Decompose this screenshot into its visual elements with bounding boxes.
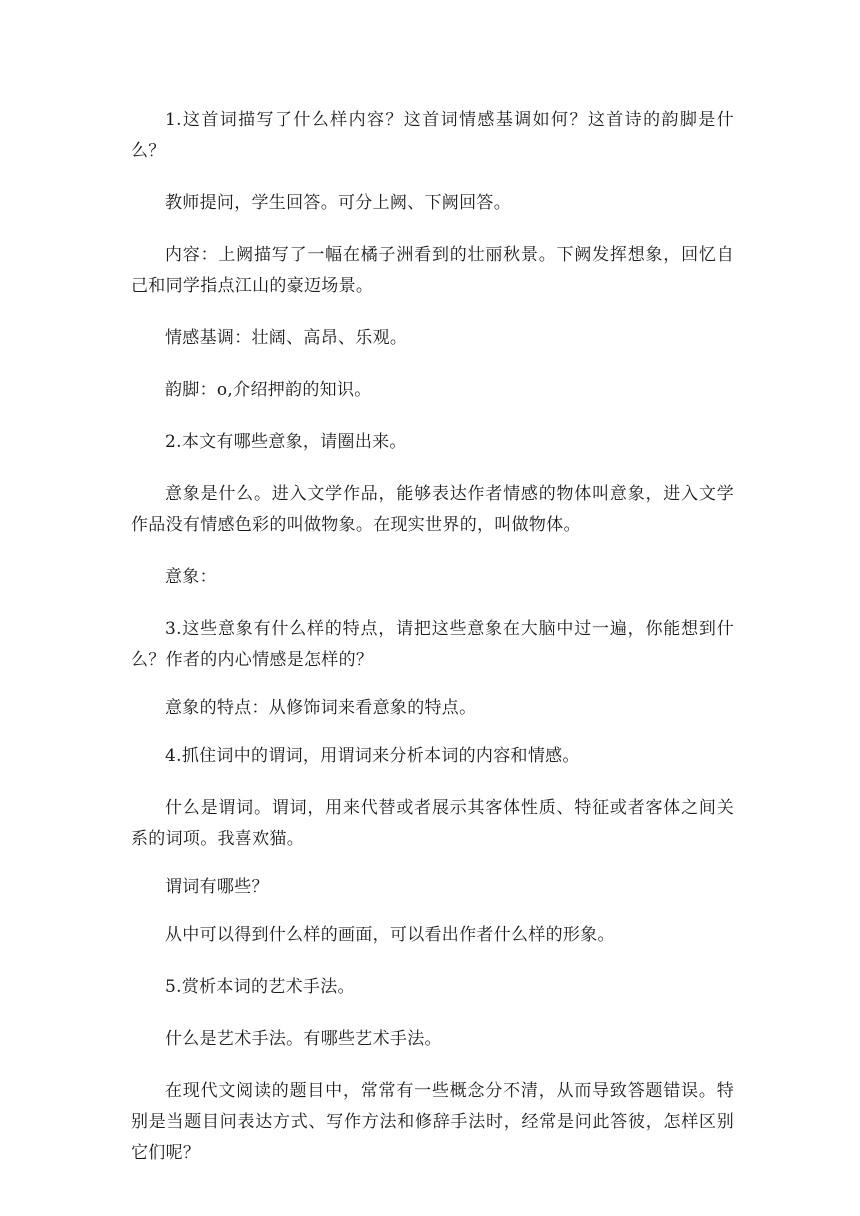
emotional-tone: 情感基调：壮阔、高昂、乐观。: [165, 328, 408, 348]
question-1: 1.这首词描写了什么样内容？这首词情感基调如何？这首诗的韵脚是什么？: [131, 110, 734, 161]
rhyme-answer: 韵脚：o,介绍押韵的知识。: [165, 380, 372, 400]
art-technique-question: 什么是艺术手法。有哪些艺术手法。: [165, 1029, 442, 1049]
imagery-features: 意象的特点：从修饰词来看意象的特点。: [165, 698, 477, 718]
teacher-instruction: 教师提问，学生回答。可分上阙、下阙回答。: [165, 193, 511, 213]
question-4: 4.抓住词中的谓词，用谓词来分析本词的内容和情感。: [165, 746, 580, 766]
content-answer: 内容：上阙描写了一幅在橘子洲看到的壮丽秋景。下阙发挥想象，回忆自己和同学指点江山的豪迈场景。: [131, 245, 734, 296]
concept-distinction-paragraph: 在现代文阅读的题目中，常常有一些概念分不清，从而导致答题错误。特别是当题目问表达方式、写作方法和修辞手法时，经常是问此答彼，怎样区别它们呢？: [131, 1081, 734, 1163]
question-3: 3.这些意象有什么样的特点，请把这些意象在大脑中过一遍，你能想到什么？作者的内心情感是怎样的？: [131, 619, 734, 670]
imagery-label: 意象：: [165, 567, 217, 587]
question-2: 2.本文有哪些意象，请圈出来。: [165, 432, 407, 452]
imagery-definition: 意象是什么。进入文学作品，能够表达作者情感的物体叫意象，进入文学作品没有情感色彩的叫做物象。在现实世界的，叫做物体。: [131, 484, 734, 535]
predicate-definition: 什么是谓词。谓词，用来代替或者展示其客体性质、特征或者客体之间关系的词项。我喜欢猫。: [131, 798, 734, 849]
predicate-list-question: 谓词有哪些？: [165, 877, 269, 897]
image-and-persona: 从中可以得到什么样的画面，可以看出作者什么样的形象。: [165, 925, 615, 945]
question-5: 5.赏析本词的艺术手法。: [165, 977, 355, 997]
